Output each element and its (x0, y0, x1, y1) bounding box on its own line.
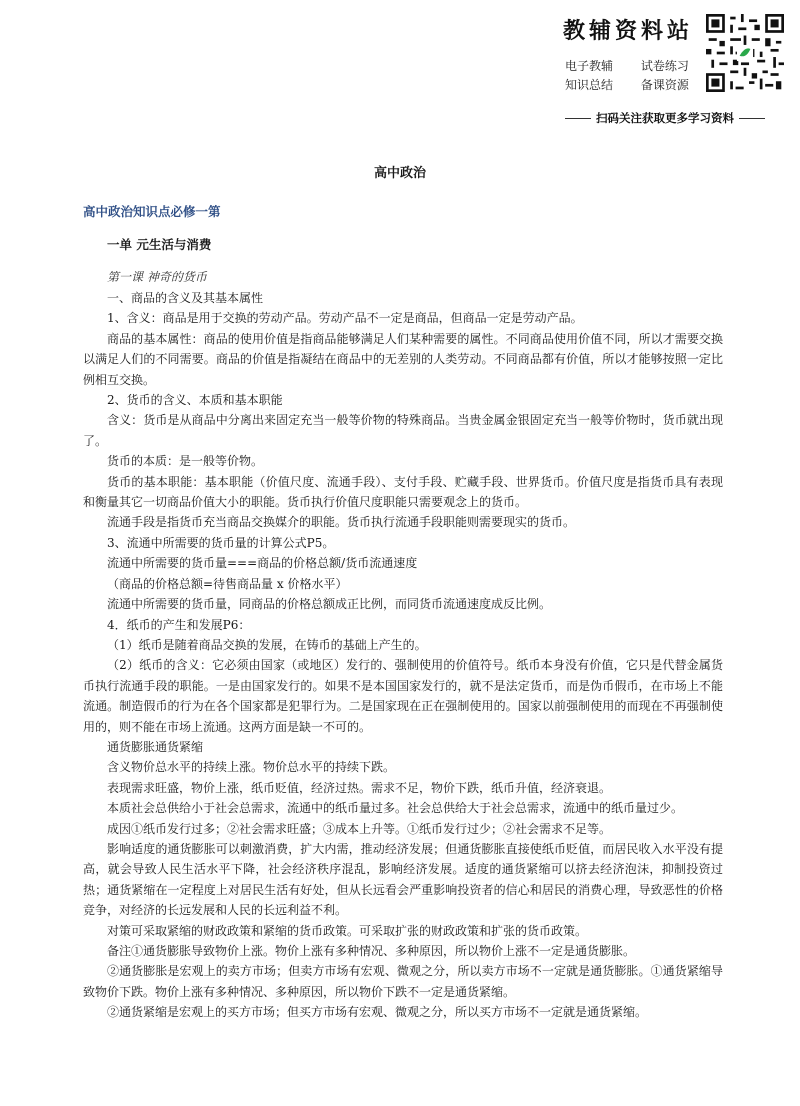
paragraph: 4．纸币的产生和发展P6： (107, 617, 251, 632)
paragraph: （商品的价格总额=待售商品量 x 价格水平） (107, 576, 348, 591)
paragraph: 影响适度的通货膨胀可以刺激消费，扩大内需，推动经济发展；但通货膨胀直接使纸币贬值，而居民收入水平没有提高，就会导致人民生活水平下降，社会经济秩序混乱，影响经济发展。适度的通货紧缩可以挤去经济泡沫，抑制投资过热；通货紧缩在一定程度上对居民生活有好处，但从长远看会严重影响投资者的信心和居民的消费心理，导致恶性的价格竞争，对经济的长远发展和人民的长远利益不利。 (83, 841, 723, 918)
paragraph: 成因①纸币发行过多；②社会需求旺盛；③成本上升等。①纸币发行过少；②社会需求不足等。 (107, 821, 612, 836)
tagline-right-rule (739, 118, 765, 119)
paragraph: 流通中所需要的货币量，同商品的价格总额成正比例，而同货币流通速度成反比例。 (107, 597, 552, 612)
tagline-text: 扫码关注获取更多学习资料 (596, 111, 734, 125)
tagline-left-rule (565, 118, 591, 119)
lesson-title: 第一课 神奇的货币 (107, 270, 207, 284)
paragraph: 含义：货币是从商品中分离出来固定充当一般等价物的特殊商品。当贵金属金银固定充当一般等价物时，货币就出现了。 (83, 413, 723, 448)
unit-title: 一单 元生活与消费 (107, 237, 212, 252)
paragraph: 商品的基本属性：商品的使用价值是指商品能够满足人们某种需要的属性。不同商品使用价值不同，所以才需要交换以满足人们的不同需要。商品的价值是指凝结在商品中的无差别的人类劳动。不同商品都有价值，所以才能够按照一定比例相互交换。 (83, 331, 723, 387)
link-exam-practice[interactable]: 试卷练习 (640, 59, 689, 73)
qr-code-icon[interactable] (706, 14, 784, 92)
paragraph: （1）纸币是随着商品交换的发展，在铸币的基础上产生的。 (107, 637, 427, 652)
paragraph: 通货膨胀通货紧缩 (107, 739, 204, 754)
paragraph: ②通货紧缩是宏观上的买方市场；但买方市场有宏观、微观之分，所以买方市场不一定就是通货紧缩。 (107, 1005, 648, 1020)
brand-title: 教辅资料站 (563, 19, 694, 44)
paragraph: 备注①通货膨胀导致物价上涨。物价上涨有多种情况、多种原因，所以物价上涨不一定是通货膨胀。 (107, 944, 636, 958)
paragraph: 对策可采取紧缩的财政政策和紧缩的货币政策。可采取扩张的财政政策和扩张的货币政策。 (107, 923, 588, 938)
section-title: 高中政治知识点必修一第 (83, 204, 221, 219)
paragraph: 货币的本质：是一般等价物。 (107, 454, 264, 469)
paragraph: （2）纸币的含义：它必须由国家（或地区）发行的、强制使用的价值符号。纸币本身没有价值，它只是代替金属货币执行流通手段的职能。一是由国家发行的。如果不是本国国家发行的，就不是法定货币，而是伪币假币，在市场上不能流通。制造假币的行为在各个国家都是犯罪行为。二是国家现在正在强制使用的。国家以前强制使用的而现在不再强制使用的，则不能在市场上流通。这两方面是缺一不可的。 (83, 658, 723, 734)
paragraph: 流通手段是指货币充当商品交换媒介的职能。货币执行流通手段职能则需要现实的货币。 (107, 515, 576, 530)
link-lesson-resources[interactable]: 备课资源 (640, 78, 689, 92)
paragraph: 表现需求旺盛，物价上涨，纸币贬值，经济过热。需求不足，物价下跌，纸币升值，经济衰退。 (107, 780, 612, 795)
paragraph: ②通货膨胀是宏观上的卖方市场；但卖方市场有宏观、微观之分，所以卖方市场不一定就是通货膨胀。①通货紧缩导致物价下跌。物价上涨有多种情况、多种原因，所以物价下跌不一定是通货紧缩。 (83, 964, 723, 999)
link-knowledge-summary[interactable]: 知识总结 (565, 78, 614, 92)
body-text (83, 288, 723, 1023)
header-links (565, 57, 713, 95)
paragraph: 2、货币的含义、本质和基本职能 (107, 393, 283, 408)
paragraph: 货币的基本职能：基本职能（价值尺度、流通手段）、支付手段、贮藏手段、世界货币。价值尺度是指货币具有表现和衡量其它一切商品价值大小的职能。货币执行价值尺度职能只需要观念上的货币。 (83, 474, 723, 510)
paragraph: 1、含义：商品是用于交换的劳动产品。劳动产品不一定是商品，但商品一定是劳动产品。 (107, 311, 583, 326)
page-title: 高中政治 (373, 166, 426, 181)
link-e-books[interactable]: 电子教辅 (565, 59, 614, 73)
paragraph: 含义物价总水平的持续上涨。物价总水平的持续下跌。 (107, 760, 396, 775)
paragraph: 流通中所需要的货币量===商品的价格总额/货币流通速度 (107, 556, 418, 571)
header-tagline (560, 110, 770, 126)
paragraph: 一、商品的含义及其基本属性 (107, 291, 264, 305)
paragraph: 3、流通中所需要的货币量的计算公式P5。 (107, 535, 335, 550)
paragraph: 本质社会总供给小于社会总需求，流通中的纸币量过多。社会总供给大于社会总需求，流通中的纸币量过少。 (107, 801, 684, 816)
